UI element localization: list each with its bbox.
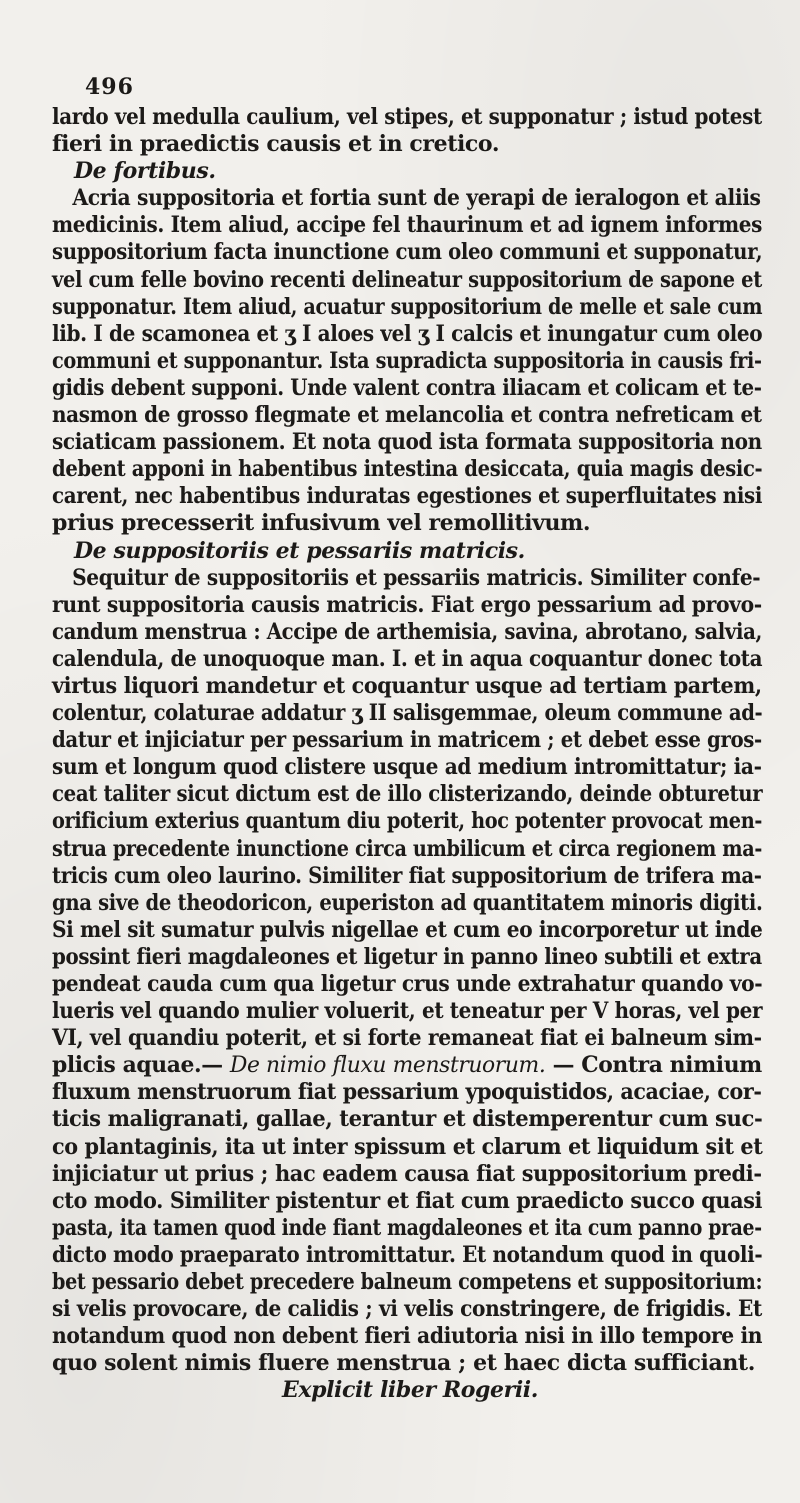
text-line: communi et supponantur. Ista supradicta suppositoria in causis fri- xyxy=(52,347,762,374)
text-line: pendeat cauda cum qua ligetur crus unde extrahatur quando vo- xyxy=(52,971,763,997)
text-line: VI, vel quandiu poterit, et si forte remaneat fiat ei balneum sim- xyxy=(52,1025,762,1052)
text-line: nasmon de grosso flegmate et melancolia et contra nefreticam et xyxy=(52,402,762,429)
text-line: fieri in praedictis causis et in cretico. xyxy=(52,131,500,158)
text-line: tricis cum oleo laurino. Similiter fiat suppositorium de trifera ma- xyxy=(52,862,762,889)
text-line: lib. I de scamonea et ʒ I aloes vel ʒ I calcis et inungatur cum oleo xyxy=(52,320,763,347)
text-line: suppositorium facta inunctione cum oleo communi et supponatur, xyxy=(52,239,763,266)
text-line: datur et injiciatur per pessarium in matricem ; et debet esse gros- xyxy=(52,727,762,754)
text-line: dicto modo praeparato intromittatur. Et notandum quod in quoli- xyxy=(52,1241,763,1268)
text-line: quo solent nimis fluere menstrua ; et haec dicta sufficiant. xyxy=(52,1350,755,1377)
text-line: lardo vel medulla caulium, vel stipes, et supponatur ; istud potest xyxy=(52,104,762,130)
text-line: sum et longum quod clistere usque ad medium intromittatur; ia- xyxy=(52,754,762,781)
text-line: Acria suppositoria et fortia sunt de yerapi de ieralogon et aliis xyxy=(72,185,761,212)
text-line: ticis maligranati, gallae, terantur et distemperentur cum suc- xyxy=(52,1106,763,1133)
text-line: runt suppositoria causis matricis. Fiat ergo pessarium ad provo- xyxy=(52,591,762,618)
section-heading: De suppositoriis et pessariis matricis. xyxy=(74,537,525,564)
line-part: plicis aquae.— xyxy=(52,1052,230,1079)
text-line: Si mel sit sumatur pulvis nigellae et cum eo incorporetur ut inde xyxy=(52,916,763,943)
page-number: 496 xyxy=(85,74,134,100)
text-line: calendula, de unoquoque man. I. et in aqua coquantur donec tota xyxy=(52,645,763,672)
text-line xyxy=(52,1052,762,1079)
text-line: debent apponi in habentibus intestina desiccata, quia magis desic- xyxy=(52,456,763,483)
text-line: Sequitur de suppositoriis et pessariis matricis. Similiter confe- xyxy=(72,564,761,591)
text-line: strua precedente inunctione circa umbilicum et circa regionem ma- xyxy=(52,835,762,862)
text-line: virtus liquori mandetur et coquantur usque ad tertiam partem, xyxy=(52,672,762,699)
body-text xyxy=(52,104,762,1405)
text-line: bet pessario debet precedere balneum competens et suppositorium: xyxy=(52,1269,763,1296)
text-line: notandum quod non debent fieri adiutoria nisi in illo tempore in xyxy=(52,1323,763,1350)
section-heading: De fortibus. xyxy=(74,158,216,185)
text-line: si velis provocare, de calidis ; vi velis constringere, de frigidis. Et xyxy=(52,1296,762,1323)
text-line: gna sive de theodoricon, euperiston ad quantitatem minoris digiti. xyxy=(52,889,763,916)
text-line: ceat taliter sicut dictum est de illo clisterizando, deinde obturetur xyxy=(52,781,763,808)
text-line: medicinis. Item aliud, accipe fel thaurinum et ad ignem informes xyxy=(52,212,763,239)
text-line: sciaticam passionem. Et nota quod ista formata suppositoria non xyxy=(52,429,762,456)
text-line: co plantaginis, ita ut inter spissum et clarum et liquidum sit et xyxy=(52,1133,763,1160)
text-line: possint fieri magdaleones et ligetur in panno lineo subtili et extra xyxy=(52,943,762,970)
text-line: vel cum felle bovino recenti delineatur suppositorium de sapone et xyxy=(52,266,762,293)
text-line: pasta, ita tamen quod inde fiant magdaleones et ita cum panno prae- xyxy=(52,1214,762,1241)
text-line: cto modo. Similiter pistentur et fiat cum praedicto succo quasi xyxy=(52,1187,763,1214)
inline-heading: De nimio fluxu menstruorum. xyxy=(229,1053,546,1079)
explicit-line: Explicit liber Rogerii. xyxy=(282,1377,539,1404)
text-line: carent, nec habentibus induratas egestiones et superfluitates nisi xyxy=(52,483,763,510)
text-line: orificium exterius quantum diu poterit, hoc potenter provocat men- xyxy=(52,808,763,835)
text-line: candum menstrua : Accipe de arthemisia, savina, abrotano, salvia, xyxy=(52,618,763,645)
text-line: colentur, colaturae addatur ʒ II salisgemmae, oleum commune ad- xyxy=(52,700,763,727)
text-line: gidis debent supponi. Unde valent contra iliacam et colicam et te- xyxy=(52,374,762,401)
text-line: prius precesserit infusivum vel remollitivum. xyxy=(52,510,591,537)
text-line: injiciatur ut prius ; hac eadem causa fiat suppositorium predi- xyxy=(52,1160,762,1187)
line-part: — Contra nimium xyxy=(545,1052,762,1079)
text-line: lueris vel quando mulier voluerit, et teneatur per V horas, vel per xyxy=(52,998,763,1025)
text-line: supponatur. Item aliud, acuatur suppositorium de melle et sale cum xyxy=(52,293,763,320)
text-line: fluxum menstruorum fiat pessarium ypoquistidos, acaciae, cor- xyxy=(52,1079,762,1106)
